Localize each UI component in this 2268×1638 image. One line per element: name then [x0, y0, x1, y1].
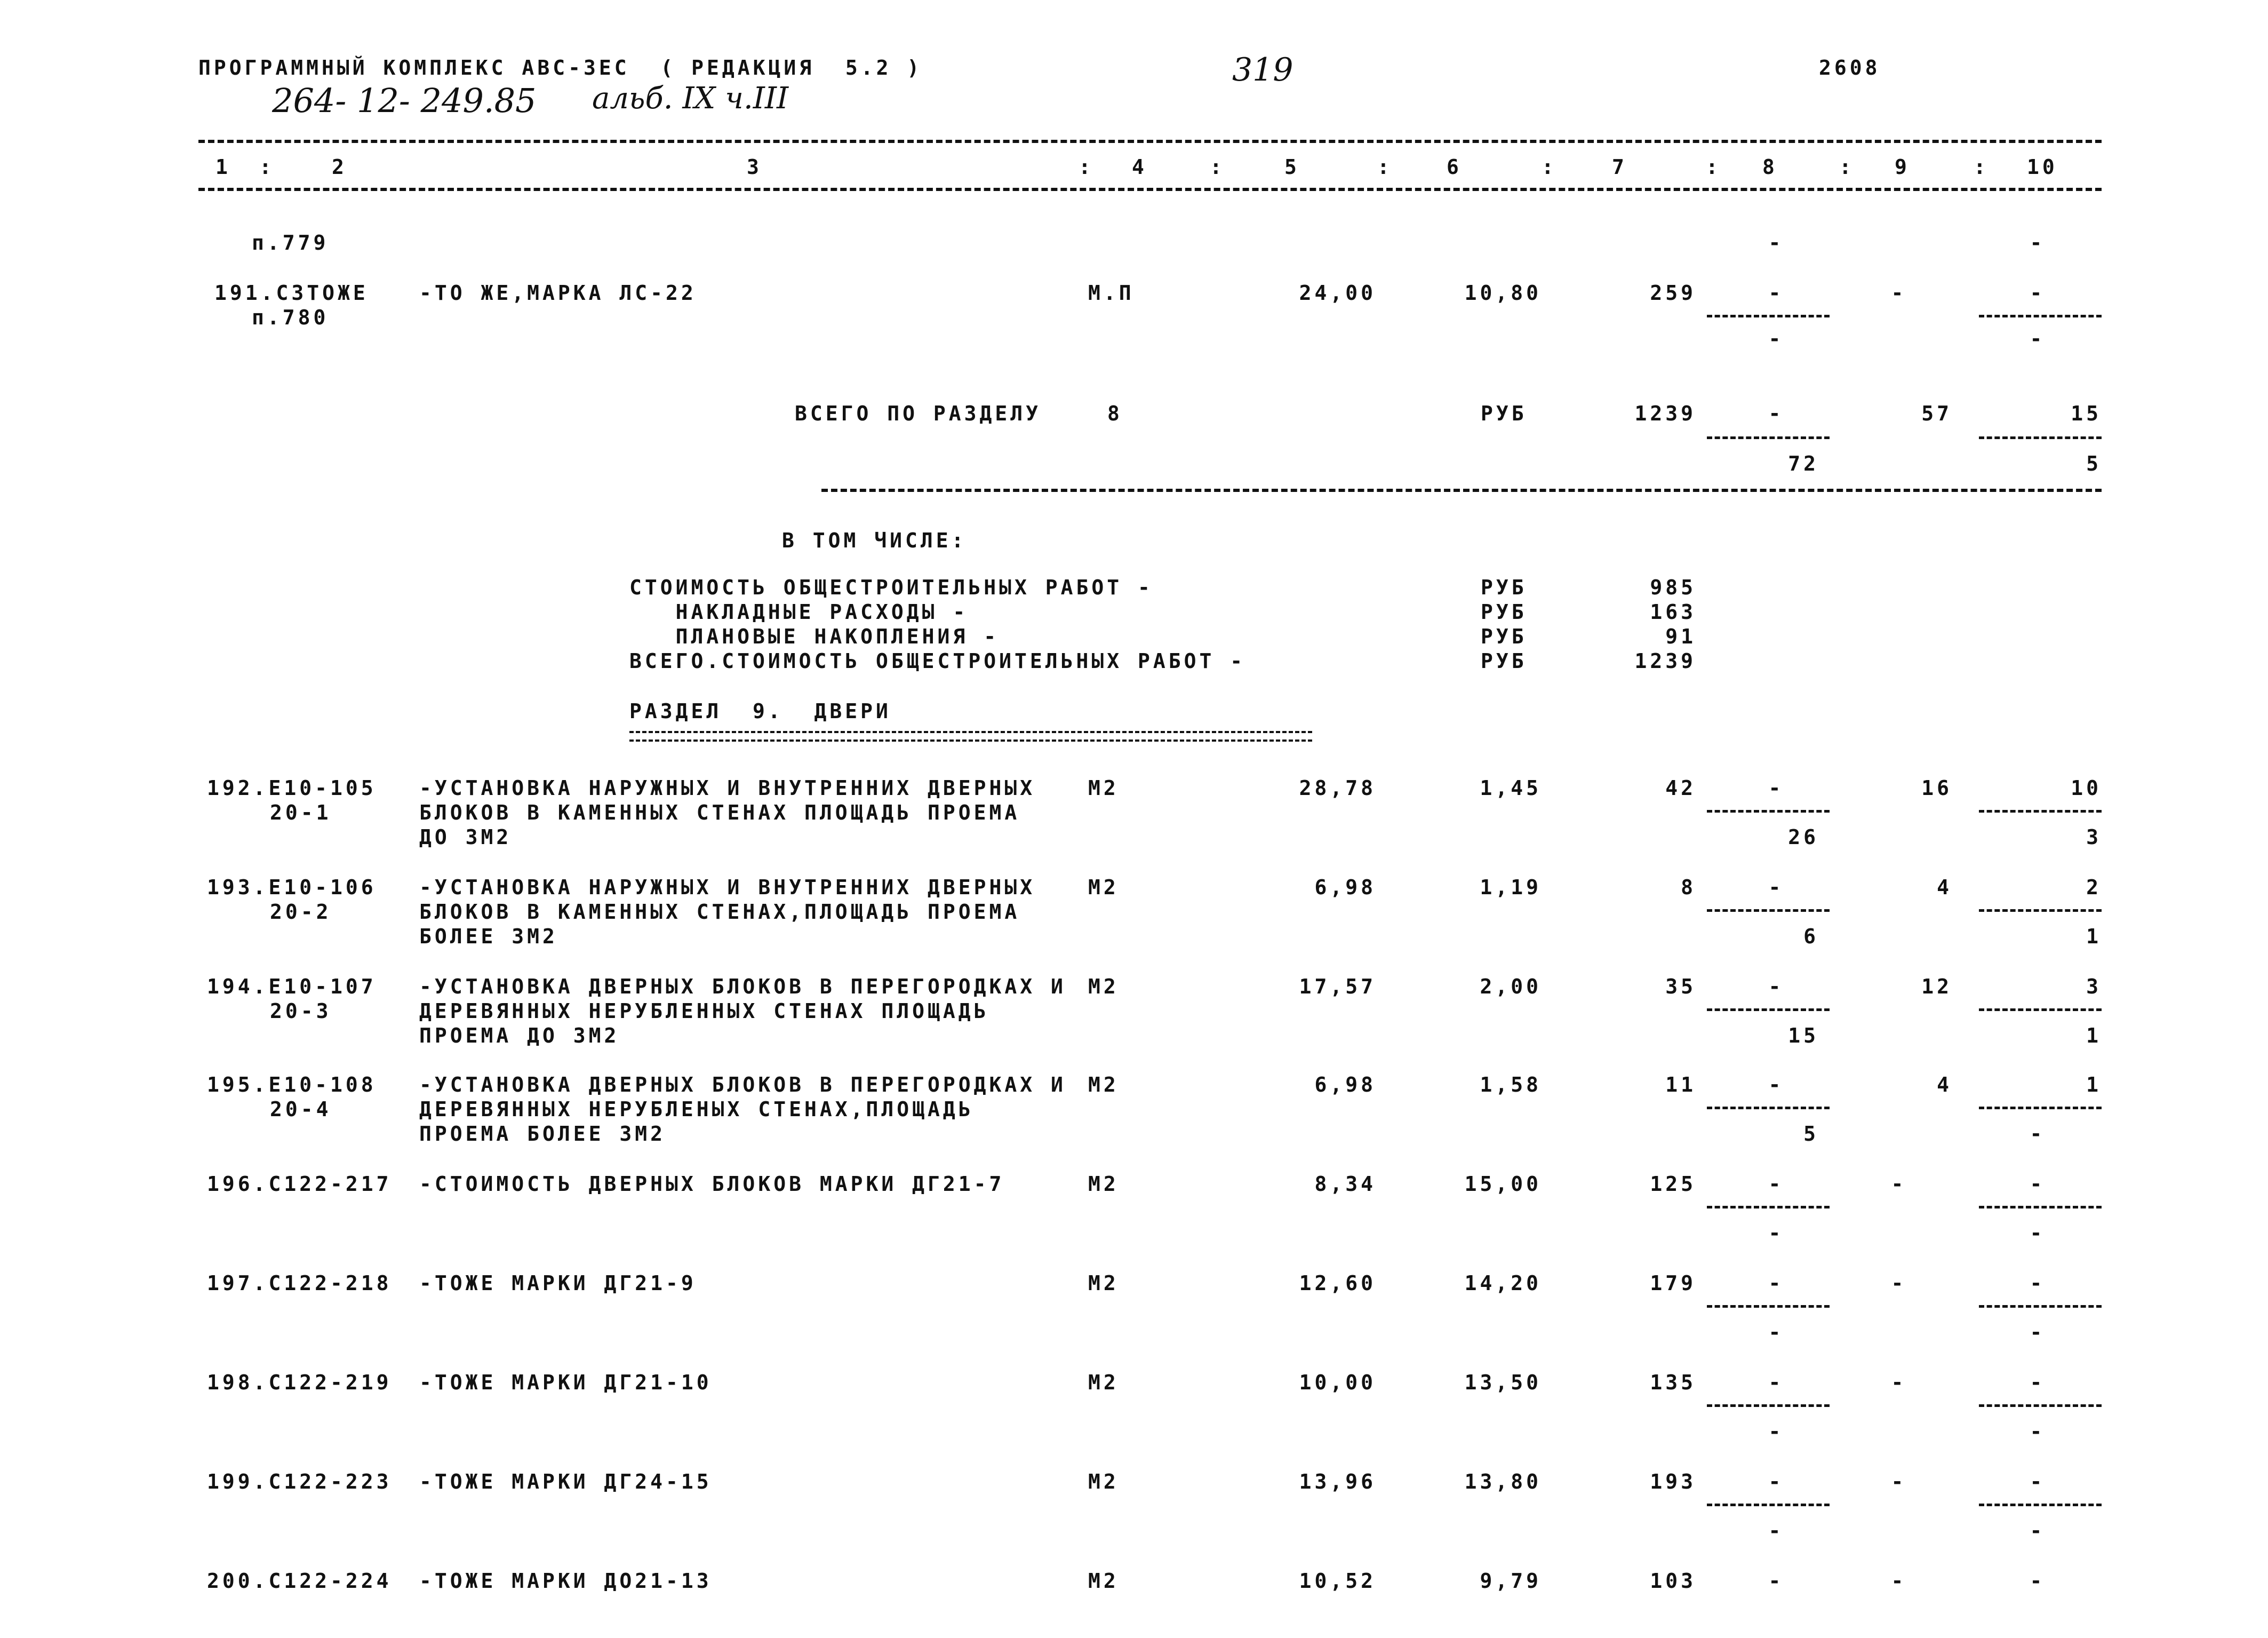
row-code: 198.С122-219 — [207, 1371, 392, 1394]
row-code: 200.С122-224 — [207, 1569, 392, 1593]
row-col9: - — [1891, 1172, 1907, 1196]
including-line-unit: РУБ — [1481, 625, 1527, 648]
row-code-sub: п.780 — [252, 306, 329, 329]
col-8: 8 — [1762, 155, 1778, 179]
row-description: БОЛЕЕ 3М2 — [419, 925, 558, 948]
fraction-line — [1979, 909, 2102, 912]
row-col9: - — [1891, 1371, 1907, 1394]
row-col10-top: - — [2030, 1271, 2046, 1295]
section-total-col9: 57 — [1921, 402, 1952, 425]
col-1: 1 — [215, 155, 231, 179]
row-total: 179 — [1650, 1271, 1696, 1295]
row-description: -ТОЖЕ МАРКИ ДГ21-9 — [419, 1271, 697, 1295]
header-rule-top — [198, 140, 2102, 143]
fraction-line — [1979, 1206, 2102, 1208]
row-qty: 17,57 — [1299, 975, 1376, 998]
col-10: 10 — [2027, 155, 2058, 179]
section-total-col10-bot: 5 — [2086, 452, 2102, 475]
row-code: 192.Е10-105 — [207, 776, 377, 800]
col-5: 5 — [1284, 155, 1300, 179]
row-price: 14,20 — [1464, 1271, 1542, 1295]
row-description: ПРОЕМА ДО 3М2 — [419, 1024, 620, 1047]
section-total-number: 8 — [1107, 402, 1123, 425]
row-unit: М2 — [1088, 1569, 1119, 1593]
row-description: БЛОКОВ В КАМЕННЫХ СТЕНАХ ПЛОЩАДЬ ПРОЕМА — [419, 801, 1020, 824]
row-col9: - — [1891, 1569, 1907, 1593]
col-sep: : — [1542, 155, 1557, 179]
row-col9: 16 — [1921, 776, 1952, 800]
row-col8-bot: 26 — [1788, 825, 1819, 849]
fraction-line — [1707, 1008, 1830, 1011]
col-sep: : — [1974, 155, 1989, 179]
row-col8-top: - — [1768, 975, 1784, 998]
row-total: 42 — [1665, 776, 1696, 800]
row-col9: - — [1891, 1271, 1907, 1295]
including-title: В ТОМ ЧИСЛЕ: — [782, 529, 967, 552]
fraction-line — [1707, 1504, 1830, 1506]
fraction-line — [1979, 1305, 2102, 1308]
col-sep: : — [1377, 155, 1393, 179]
including-line-label: СТОИМОСТЬ ОБЩЕСТРОИТЕЛЬНЫХ РАБОТ - — [629, 576, 1153, 599]
row-total: 125 — [1650, 1172, 1696, 1196]
row-qty: 6,98 — [1314, 876, 1376, 899]
row-col8-top: - — [1768, 1371, 1784, 1394]
row-col10-top: 3 — [2086, 975, 2102, 998]
including-line-unit: РУБ — [1481, 600, 1527, 624]
row-total: 135 — [1650, 1371, 1696, 1394]
row-col8-top: - — [1768, 1271, 1784, 1295]
fraction-line — [1707, 436, 1830, 439]
col-sep: : — [1210, 155, 1225, 179]
handwritten-album: альб. IX ч.III — [592, 81, 789, 116]
row-price: 2,00 — [1480, 975, 1542, 998]
row-col8-top: - — [1768, 1569, 1784, 1593]
fraction-line — [1979, 810, 2102, 813]
program-header: ПРОГРАММНЫЙ КОМПЛЕКС АВС-ЗЕС ( РЕДАКЦИЯ 5.2 ) — [198, 56, 923, 79]
row-description: -ТОЖЕ МАРКИ ДГ21-10 — [419, 1371, 712, 1394]
section-total-rule — [821, 489, 2102, 492]
row-description: -СТОИМОСТЬ ДВЕРНЫХ БЛОКОВ МАРКИ ДГ21-7 — [419, 1172, 1005, 1196]
row-unit: М2 — [1088, 1172, 1119, 1196]
row-total: 193 — [1650, 1470, 1696, 1493]
row-code: п.779 — [252, 231, 329, 255]
row-col9: - — [1891, 1470, 1907, 1493]
row-qty: 24,00 — [1299, 281, 1376, 305]
col-9: 9 — [1895, 155, 1910, 179]
row-qty: 28,78 — [1299, 776, 1376, 800]
row-col10-top: 2 — [2086, 876, 2102, 899]
fraction-line — [1707, 1305, 1830, 1308]
section-total-value: 1239 — [1634, 402, 1696, 425]
including-line-value: 1239 — [1634, 649, 1696, 673]
row-col10-top: - — [2030, 1172, 2046, 1196]
row-description: БЛОКОВ В КАМЕННЫХ СТЕНАХ,ПЛОЩАДЬ ПРОЕМА — [419, 900, 1020, 924]
handwritten-doc-code: 264- 12- 249.85 — [272, 81, 537, 120]
col-sep: : — [1706, 155, 1721, 179]
row-col10-bot: - — [2030, 1519, 2046, 1542]
row-unit: М2 — [1088, 1470, 1119, 1493]
section-total-col8-bot: 72 — [1788, 452, 1819, 475]
row-description: ДЕРЕВЯННЫХ НЕРУБЛЕННЫХ СТЕНАХ ПЛОЩАДЬ — [419, 999, 989, 1023]
row-col8-top: - — [1768, 281, 1784, 305]
row-code: 197.С122-218 — [207, 1271, 392, 1295]
row-unit: М2 — [1088, 1371, 1119, 1394]
section-total-unit: РУБ — [1481, 402, 1527, 425]
col-2: 2 — [332, 155, 347, 179]
row-col10: - — [2030, 231, 2046, 255]
row-total: 11 — [1665, 1073, 1696, 1096]
row-price: 1,45 — [1480, 776, 1542, 800]
header-rule-bottom — [198, 188, 2102, 191]
row-col10-bot: - — [2030, 1321, 2046, 1344]
row-unit: М.П — [1088, 281, 1135, 305]
row-price: 1,58 — [1480, 1073, 1542, 1096]
row-qty: 6,98 — [1314, 1073, 1376, 1096]
section-title: РАЗДЕЛ 9. ДВЕРИ — [629, 699, 891, 723]
row-col9: 4 — [1937, 1073, 1952, 1096]
row-description: -ТОЖЕ МАРКИ ДГ24-15 — [419, 1470, 712, 1493]
row-code-sub: 20-3 — [270, 999, 332, 1023]
page-number: 2608 — [1819, 56, 1881, 79]
row-col8-top: - — [1768, 1172, 1784, 1196]
handwritten-page-number: 319 — [1232, 51, 1293, 89]
row-col10-top: 1 — [2086, 1073, 2102, 1096]
row-description: -УСТАНОВКА ДВЕРНЫХ БЛОКОВ В ПЕРЕГОРОДКАХ И — [419, 1073, 1066, 1096]
row-unit: М2 — [1088, 876, 1119, 899]
row-unit: М2 — [1088, 1073, 1119, 1096]
row-code-sub: 20-1 — [270, 801, 332, 824]
row-col8-bot: 15 — [1788, 1024, 1819, 1047]
row-price: 15,00 — [1464, 1172, 1542, 1196]
col-7: 7 — [1612, 155, 1627, 179]
row-col10-bot: 1 — [2086, 1024, 2102, 1047]
fraction-line — [1707, 810, 1830, 813]
fraction-line — [1707, 1404, 1830, 1407]
row-code: 191.С3ТОЖЕ — [214, 281, 369, 305]
row-col8-top: - — [1768, 1073, 1784, 1096]
row-price: 1,19 — [1480, 876, 1542, 899]
row-qty: 13,96 — [1299, 1470, 1376, 1493]
row-col8-bot: - — [1768, 1321, 1784, 1344]
row-col10-bot: 3 — [2086, 825, 2102, 849]
row-col9: 12 — [1921, 975, 1952, 998]
row-qty: 8,34 — [1314, 1172, 1376, 1196]
row-description: ДО 3М2 — [419, 825, 512, 849]
row-unit: М2 — [1088, 1271, 1119, 1295]
including-line-label: ПЛАНОВЫЕ НАКОПЛЕНИЯ - — [629, 625, 1000, 648]
row-code-sub: 20-4 — [270, 1098, 332, 1121]
row-unit: М2 — [1088, 776, 1119, 800]
including-line-label: НАКЛАДНЫЕ РАСХОДЫ - — [629, 600, 969, 624]
col-6: 6 — [1447, 155, 1462, 179]
including-line-value: 91 — [1665, 625, 1696, 648]
row-col8-top: - — [1768, 776, 1784, 800]
section-total-col10-top: 15 — [2071, 402, 2102, 425]
fraction-line — [1979, 436, 2102, 439]
row-col10-top: - — [2030, 1569, 2046, 1593]
col-sep: : — [1079, 155, 1094, 179]
fraction-line — [1707, 1206, 1830, 1208]
fraction-line — [1707, 315, 1830, 317]
row-col10-top: - — [2030, 1371, 2046, 1394]
row-code: 199.С122-223 — [207, 1470, 392, 1493]
col-sep: : — [259, 155, 275, 179]
row-col10-top: - — [2030, 1470, 2046, 1493]
row-col10-top: - — [2030, 281, 2046, 305]
row-code: 195.Е10-108 — [207, 1073, 377, 1096]
row-code-sub: 20-2 — [270, 900, 332, 924]
row-col8-bot: - — [1768, 1221, 1784, 1245]
row-description: -УСТАНОВКА НАРУЖНЫХ И ВНУТРЕННИХ ДВЕРНЫХ — [419, 876, 1036, 899]
row-col8-bot: - — [1768, 1420, 1784, 1443]
fraction-line — [1979, 1504, 2102, 1506]
row-total: 8 — [1681, 876, 1696, 899]
row-col10-bot: - — [2030, 1122, 2046, 1146]
col-3: 3 — [747, 155, 762, 179]
fraction-line — [1979, 1107, 2102, 1109]
row-description: ПРОЕМА БОЛЕЕ 3М2 — [419, 1122, 666, 1146]
row-col8-bot: 6 — [1803, 925, 1819, 948]
row-col10-bot: - — [2030, 1221, 2046, 1245]
row-col8-bot: 5 — [1803, 1122, 1819, 1146]
col-4: 4 — [1132, 155, 1147, 179]
row-col10-top: 10 — [2071, 776, 2102, 800]
row-qty: 12,60 — [1299, 1271, 1376, 1295]
row-col8-bot: - — [1768, 1519, 1784, 1542]
row-unit: М2 — [1088, 975, 1119, 998]
col-sep: : — [1839, 155, 1855, 179]
section-title-underline — [629, 731, 1312, 742]
fraction-line — [1707, 1107, 1830, 1109]
row-col9: 4 — [1937, 876, 1952, 899]
row-col8-top: - — [1768, 1470, 1784, 1493]
row-total: 103 — [1650, 1569, 1696, 1593]
including-line-label: ВСЕГО.СТОИМОСТЬ ОБЩЕСТРОИТЕЛЬНЫХ РАБОТ - — [629, 649, 1246, 673]
fraction-line — [1979, 1008, 2102, 1011]
including-line-unit: РУБ — [1481, 576, 1527, 599]
row-col10-bot: - — [2030, 1420, 2046, 1443]
row-col8: - — [1768, 231, 1784, 255]
row-price: 13,80 — [1464, 1470, 1542, 1493]
row-description: -ТО ЖЕ,МАРКА ЛС-22 — [419, 281, 697, 305]
fraction-line — [1979, 315, 2102, 317]
row-code: 193.Е10-106 — [207, 876, 377, 899]
including-line-unit: РУБ — [1481, 649, 1527, 673]
row-total: 35 — [1665, 975, 1696, 998]
row-description: -ТОЖЕ МАРКИ ДО21-13 — [419, 1569, 712, 1593]
row-description: -УСТАНОВКА ДВЕРНЫХ БЛОКОВ В ПЕРЕГОРОДКАХ И — [419, 975, 1066, 998]
row-description: ДЕРЕВЯННЫХ НЕРУБЛЕНЫХ СТЕНАХ,ПЛОЩАДЬ — [419, 1098, 974, 1121]
fraction-line — [1707, 909, 1830, 912]
section-total-col8-top: - — [1768, 402, 1784, 425]
row-price: 9,79 — [1480, 1569, 1542, 1593]
row-col8-bot: - — [1768, 327, 1784, 351]
row-qty: 10,00 — [1299, 1371, 1376, 1394]
row-qty: 10,52 — [1299, 1569, 1376, 1593]
including-line-value: 985 — [1650, 576, 1696, 599]
row-col10-bot: - — [2030, 327, 2046, 351]
row-code: 194.Е10-107 — [207, 975, 377, 998]
row-total: 259 — [1650, 281, 1696, 305]
row-col9: - — [1891, 281, 1907, 305]
section-total-label: ВСЕГО ПО РАЗДЕЛУ — [795, 402, 1042, 425]
row-col10-bot: 1 — [2086, 925, 2102, 948]
row-description: -УСТАНОВКА НАРУЖНЫХ И ВНУТРЕННИХ ДВЕРНЫХ — [419, 776, 1036, 800]
row-price: 13,50 — [1464, 1371, 1542, 1394]
row-code: 196.С122-217 — [207, 1172, 392, 1196]
including-line-value: 163 — [1650, 600, 1696, 624]
fraction-line — [1979, 1404, 2102, 1407]
row-price: 10,80 — [1464, 281, 1542, 305]
row-col8-top: - — [1768, 876, 1784, 899]
